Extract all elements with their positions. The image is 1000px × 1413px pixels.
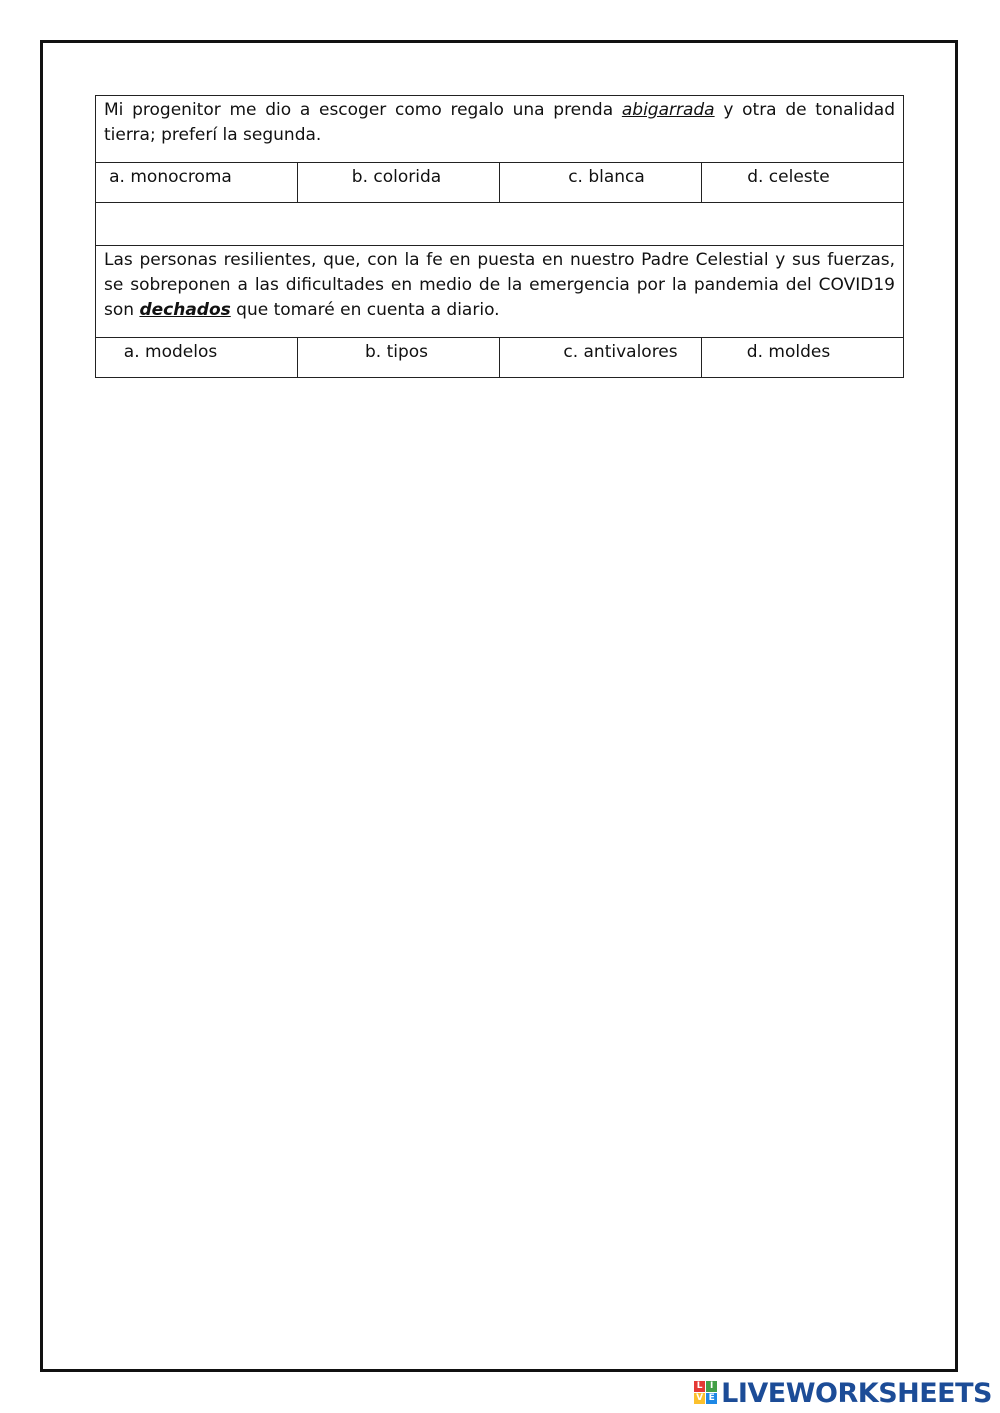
brand-text: LIVEWORKSHEETS xyxy=(721,1377,992,1409)
question-2-text-after: que tomaré en cuenta a diario. xyxy=(230,300,500,320)
option-2d-label: d. moldes xyxy=(746,342,831,362)
liveworksheets-brand[interactable] xyxy=(694,1377,992,1409)
option-1d-label: d. celeste xyxy=(747,167,830,187)
logo-letter-e: E xyxy=(706,1393,717,1404)
logo-letter-l: L xyxy=(694,1381,705,1392)
options-row-1 xyxy=(96,163,904,203)
option-2a[interactable] xyxy=(96,338,298,378)
option-1d[interactable] xyxy=(702,163,904,203)
option-2b-label: b. tipos xyxy=(364,342,429,362)
quiz-table xyxy=(95,95,904,378)
question-row-1 xyxy=(96,96,904,163)
spacer-cell xyxy=(96,203,904,246)
logo-letter-i: I xyxy=(706,1381,717,1392)
question-1 xyxy=(96,96,904,163)
question-1-text-after: y otra de tonalidad tierra; preferí la segunda. xyxy=(104,100,896,145)
option-1b-label: b. colorida xyxy=(351,167,442,187)
options-row-2 xyxy=(96,338,904,378)
option-1a-label: a. monocroma xyxy=(109,167,232,187)
question-2-keyword: dechados xyxy=(139,300,231,320)
question-2-text-before: Las personas resilientes, que, con la fe en puesta en nuestro Padre Celestial y sus fuerzas, se sobreponen a las dificultades en medio de la emergencia por la pandemia del COVID19 son xyxy=(104,250,895,320)
option-2b[interactable] xyxy=(298,338,500,378)
option-2d[interactable] xyxy=(702,338,904,378)
question-2 xyxy=(96,246,904,338)
option-1c[interactable] xyxy=(500,163,702,203)
option-1c-label: c. blanca xyxy=(568,167,645,187)
question-1-text-before: Mi progenitor me dio a escoger como regalo una prenda xyxy=(104,100,622,120)
option-2c-label: c. antivalores xyxy=(563,342,678,362)
option-1a[interactable] xyxy=(96,163,298,203)
option-2c[interactable] xyxy=(500,338,702,378)
question-1-keyword: abigarrada xyxy=(621,100,715,120)
spacer-row xyxy=(96,203,904,246)
question-row-2 xyxy=(96,246,904,338)
option-2a-label: a. modelos xyxy=(123,342,218,362)
liveworksheets-logo-icon xyxy=(694,1381,718,1405)
option-1b[interactable] xyxy=(298,163,500,203)
logo-letter-v: V xyxy=(694,1393,705,1404)
